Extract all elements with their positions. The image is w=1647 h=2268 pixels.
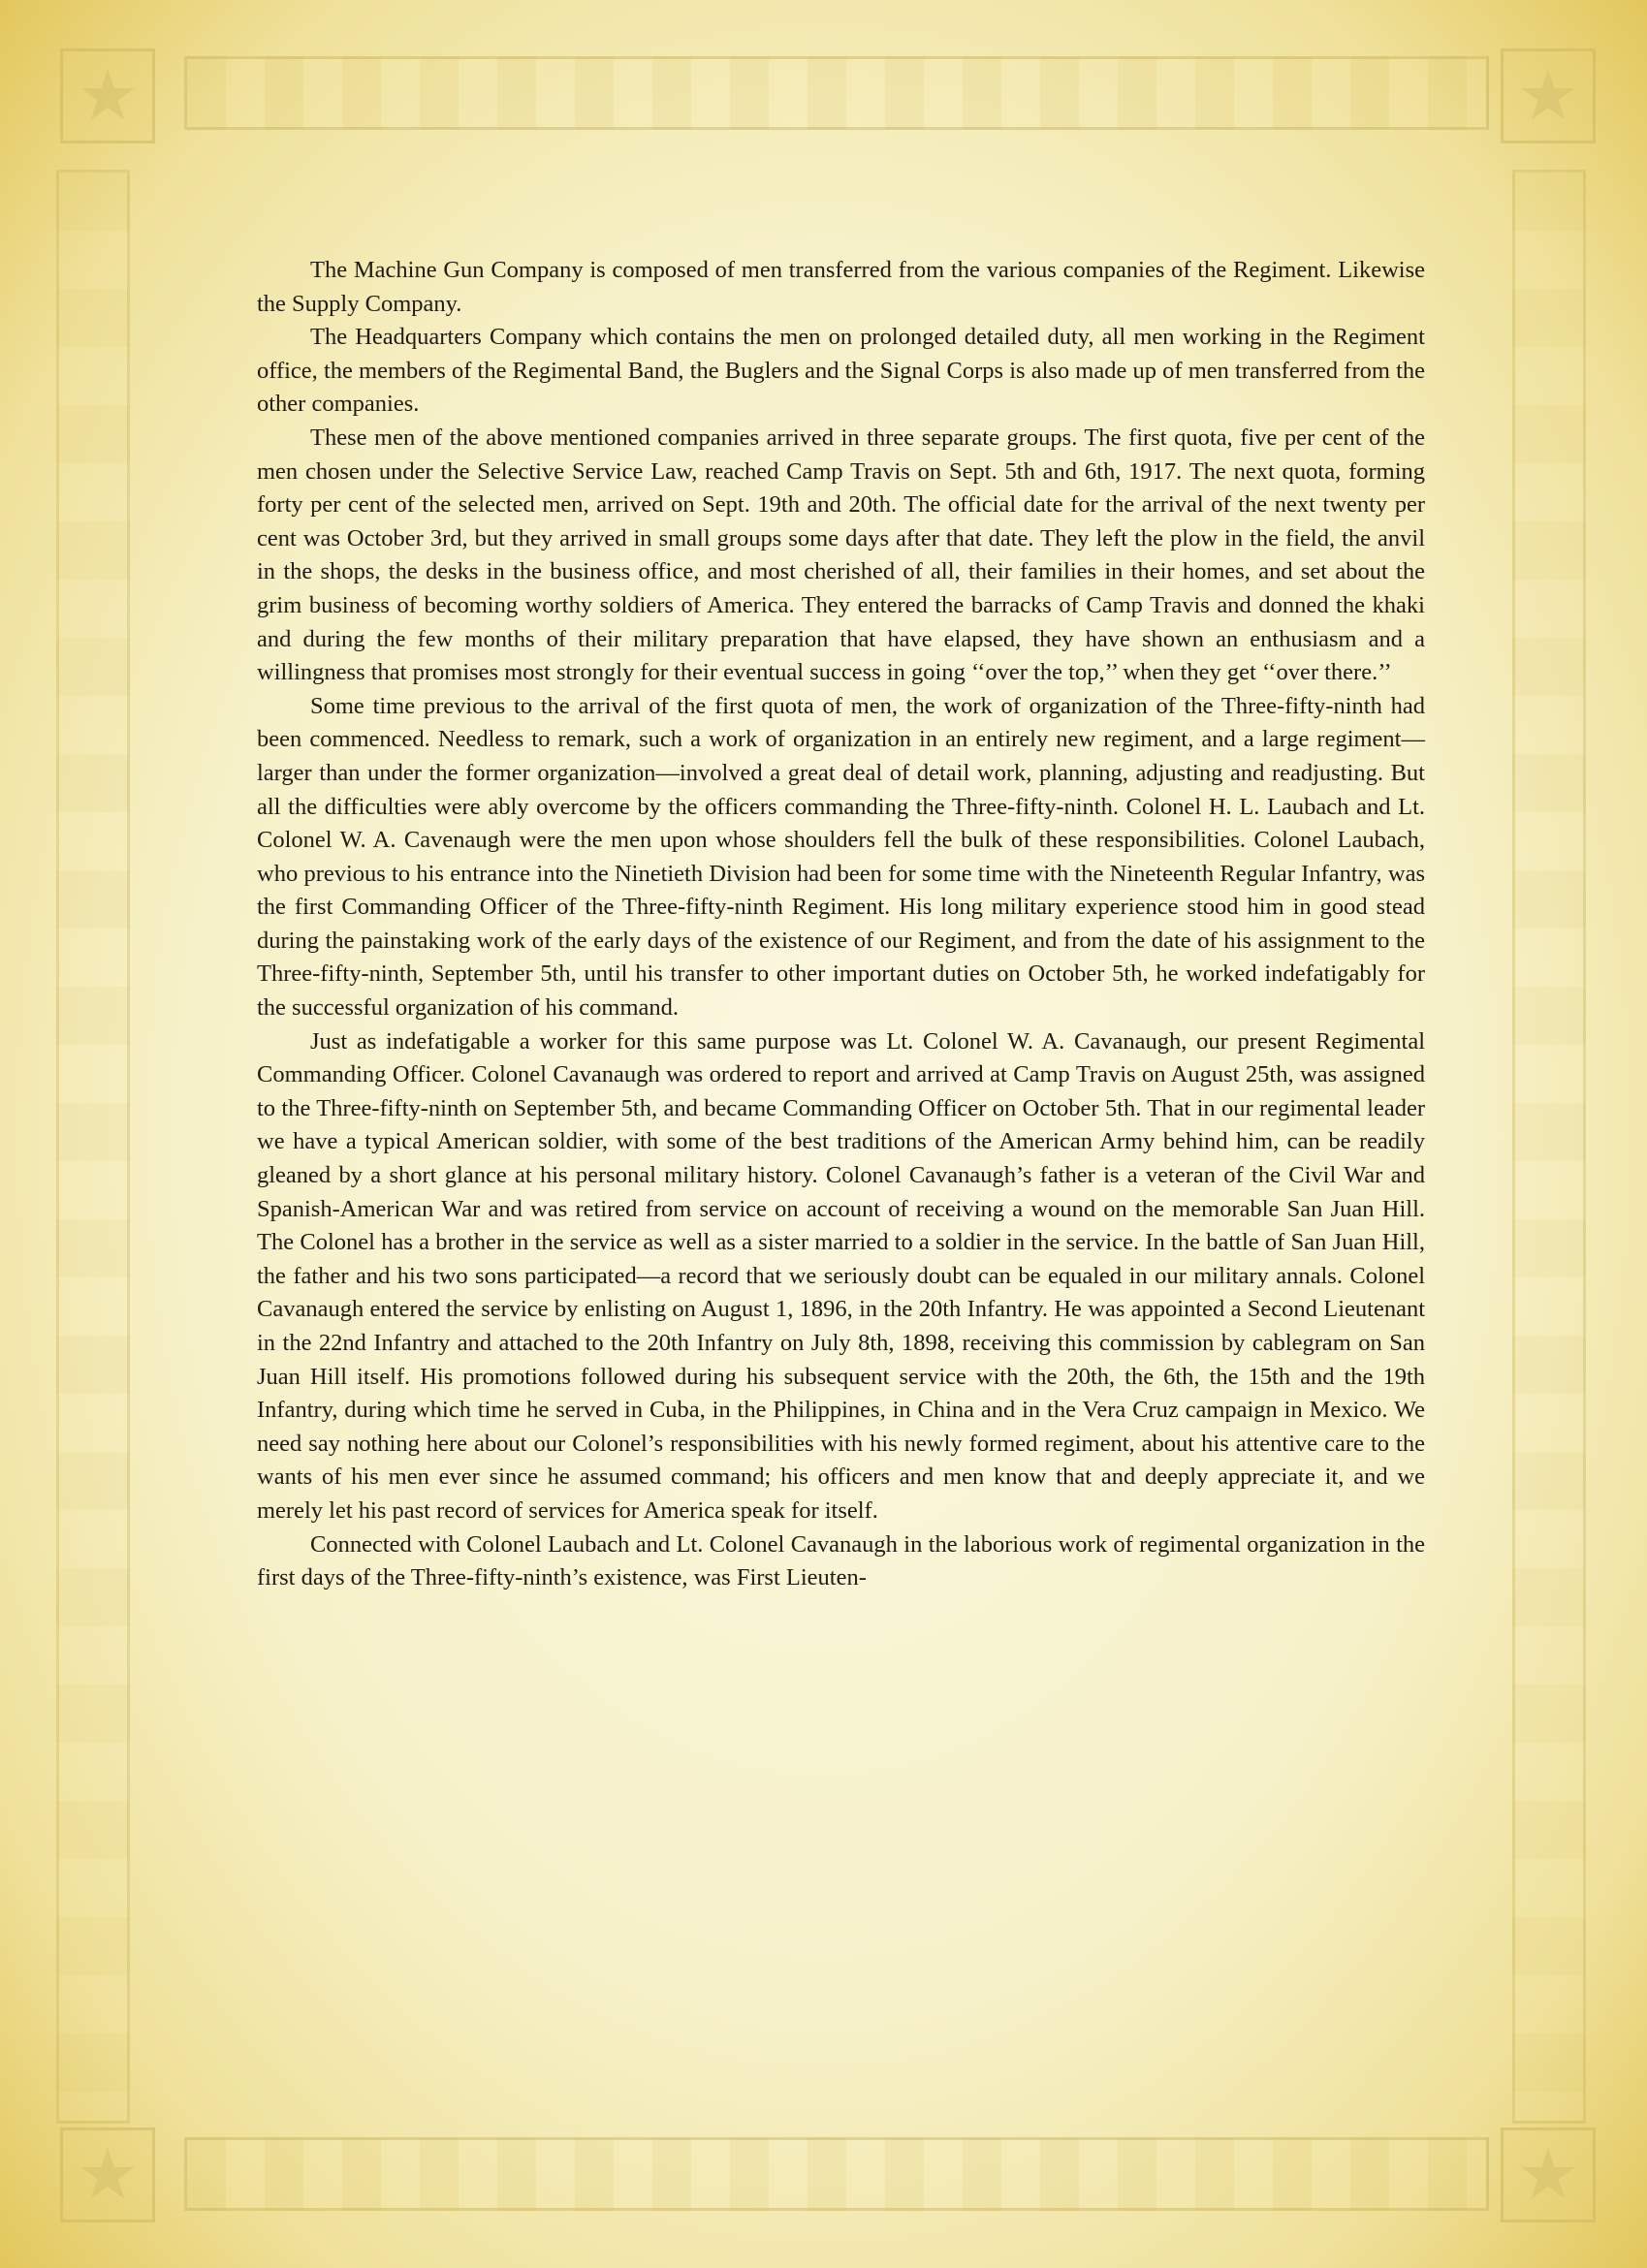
paragraph-headquarters-company: The Headquarters Company which contains the men on prolonged detailed duty, all men working in the Regiment office, the members of the Regimental Band, the Buglers and the Signal Corps is also made up of men transferred from the other companies. [257,324,1425,418]
decorative-border-left [56,170,130,2124]
decorative-border-bottom [184,2137,1489,2211]
body-text [257,254,1425,1595]
paragraph-colonel-cavanaugh: Just as indefatigable a worker for this same purpose was Lt. Colonel W. A. Cavanaugh, our present Regimental Commanding Officer. Colonel Cavanaugh was ordered to report and arrived at Camp Travis on August 25th, was assigned to the Three-fifty-ninth on September 5th, and became Commanding Officer on October 5th. That in our regimental leader we have a typical American soldier, with some of the best traditions of the American Army behind him, can be readily gleaned by a short glance at his personal military history. Colonel Cavanaugh’s father is a veteran of the Civil War and Spanish-American War and was retired from service on account of receiving a wound on the memorable San Juan Hill. The Colonel has a brother in the service as well as a sister married to a soldier in the service. In the battle of San Juan Hill, the father and his two sons participated—a record that we seriously doubt can be equaled in our military annals. Colonel Cavanaugh entered the service by enlisting on August 1, 1896, in the 20th Infantry. He was appointed a Second Lieutenant in the 22nd Infantry and attached to the 20th Infantry on July 8th, 1898, receiving this commission by cablegram on San Juan Hill itself. His promotions followed during his subsequent service with the 20th, the 6th, the 15th and the 19th Infantry, during which time he served in Cuba, in the Philippines, in China and in the Vera Cruz campaign in Mexico. We need say nothing here about our Colonel’s responsibilities with his newly formed regiment, about his attentive care to the wants of his men ever since he assumed command; his officers and men know that and deeply appreciate it, and we merely let his past record of services for America speak for itself. [257,1027,1425,1524]
decorative-border-top [184,56,1489,130]
paragraph-organization: Some time previous to the arrival of the first quota of men, the work of organization of the Three-fifty-ninth had been commenced. Needless to remark, such a work of organization in an entirely new regiment, and a large regiment—larger than under the former organization—involved a great deal of detail work, planning, adjusting and readjusting. But all the difficulties were ably overcome by the officers commanding the Three-fifty-ninth. Colonel H. L. Laubach and Lt. Colonel W. A. Cavenaugh were the men upon whose shoulders fell the bulk of these responsibilities. Colonel Laubach, who previous to his entrance into the Ninetieth Division had been for some time with the Nineteenth Regular Infantry, was the first Commanding Officer of the Three-fifty-ninth Regiment. His long military experience stood him in good stead during the painstaking work of the early days of the existence of our Regiment, and from the date of his assignment to the Three-fifty-ninth, September 5th, until his transfer to other important duties on October 5th, he worked indefatigably for the successful organization of his command. [257,692,1425,1022]
corner-star-icon: ★ [1501,48,1596,143]
corner-star-icon: ★ [60,48,155,143]
paragraph-arrival-groups: These men of the above mentioned companies arrived in three separate groups. The first quota, five per cent of the men chosen under the Selective Service Law, reached Camp Travis on Sept. 5th and 6th, 1917. The next quota, forming forty per cent of the selected men, arrived on Sept. 19th and 20th. The official date for the arrival of the next twenty per cent was October 3rd, but they arrived in small groups some days after that date. They left the plow in the field, the anvil in the shops, the desks in the business office, and most cherished of all, their families in their homes, and set about the grim business of becoming worthy soldiers of America. They entered the barracks of Camp Travis and donned the khaki and during the few months of their military preparation that have elapsed, they have shown an enthusiasm and a willingness that promises most strongly for their eventual success in going ‘‘over the top,’’ when they get ‘‘over there.’’ [257,424,1425,686]
corner-star-icon: ★ [1501,2127,1596,2222]
paragraph-machine-gun-company: The Machine Gun Company is composed of men transferred from the various companies of the Regiment. Likewise the Supply Company. [257,257,1425,317]
paragraph-first-lieutenant: Connected with Colonel Laubach and Lt. Colonel Cavanaugh in the laborious work of regimental organization in the first days of the Three-fifty-ninth’s existence, was First Lieuten- [257,1530,1425,1591]
corner-star-icon: ★ [60,2127,155,2222]
decorative-border-right [1512,170,1586,2124]
